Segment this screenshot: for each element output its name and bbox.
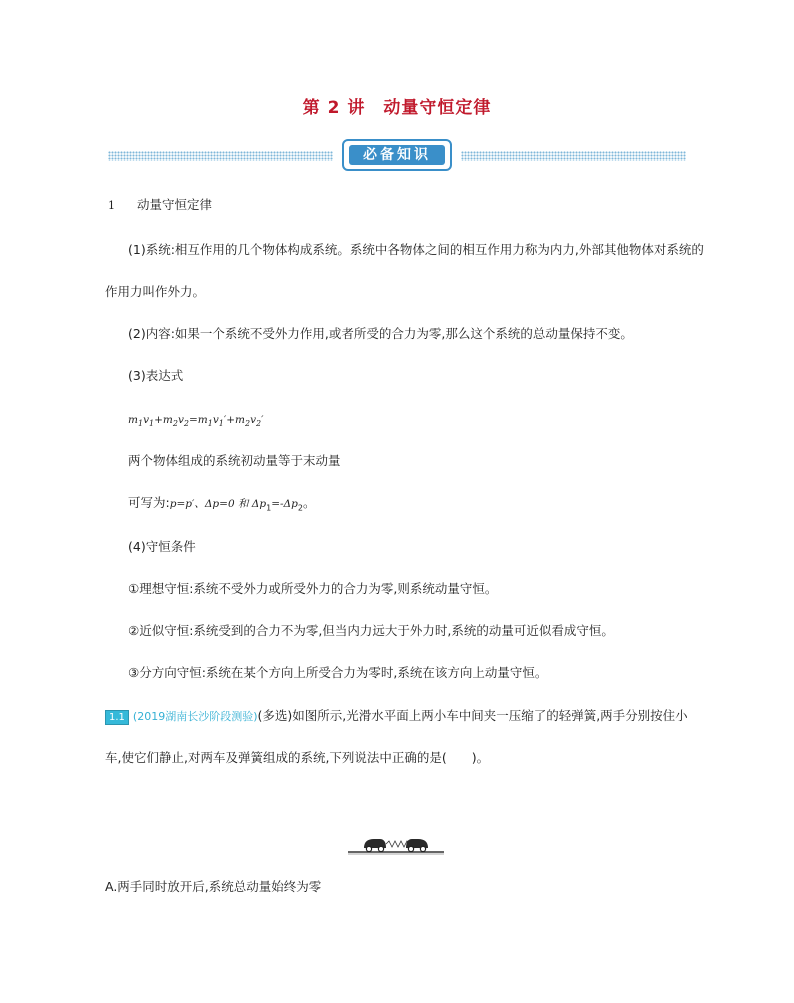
para1-line2: 作用力叫作外力。: [105, 284, 206, 299]
para4-label: (4)守恒条件: [128, 539, 196, 554]
para3-desc: 两个物体组成的系统初动量等于末动量: [128, 453, 341, 468]
para4-item1: ①理想守恒:系统不受外力或所受外力的合力为零,则系统动量守恒。: [128, 581, 498, 596]
question-line1: [105, 708, 688, 725]
section-heading: [108, 197, 212, 214]
banner-badge: [342, 139, 452, 171]
section-banner: [108, 138, 686, 174]
banner-dots-left: [108, 151, 333, 161]
section-title: 动量守恒定律: [136, 197, 212, 212]
question-line2: 车,使它们静止,对两车及弹簧组成的系统,下列说法中正确的是( )。: [105, 750, 490, 765]
banner-label: 必备知识: [349, 145, 445, 165]
para4-item3: ③分方向守恒:系统在某个方向上所受合力为零时,系统在该方向上动量守恒。: [128, 665, 548, 680]
para3-label: (3)表达式: [128, 368, 184, 383]
option-a: A.两手同时放开后,系统总动量始终为零: [105, 879, 322, 894]
question-tag: 1.1: [105, 710, 129, 725]
page-title: 第 2 讲 动量守恒定律: [302, 98, 492, 118]
momentum-formula: $m_1v_1+m_2v_2=m_1v_1'+m_2v_2'$: [128, 414, 264, 429]
banner-dots-right: [461, 151, 686, 161]
para2: (2)内容:如果一个系统不受外力作用,或者所受的合力为零,那么这个系统的总动量保持不变。: [128, 326, 633, 341]
question-text: (多选)如图所示,光滑水平面上两小车中间夹一压缩了的轻弹簧,两手分别按住小: [257, 708, 688, 723]
two-carts-spring-figure: [346, 828, 446, 856]
question-source: (2019湖南长沙阶段测验): [132, 710, 258, 723]
para3-alt: 可写为:p=p′、Δp=0 和 $\Delta p_1=-\Delta p_2$。: [128, 495, 316, 513]
para4-item2: ②近似守恒:系统受到的合力不为零,但当内力远大于外力时,系统的动量可近似看成守恒。: [128, 623, 614, 638]
section-number: 1: [108, 199, 115, 212]
para1-line1: (1)系统:相互作用的几个物体构成系统。系统中各物体之间的相互作用力称为内力,外部其他物体对系统的: [128, 242, 704, 257]
